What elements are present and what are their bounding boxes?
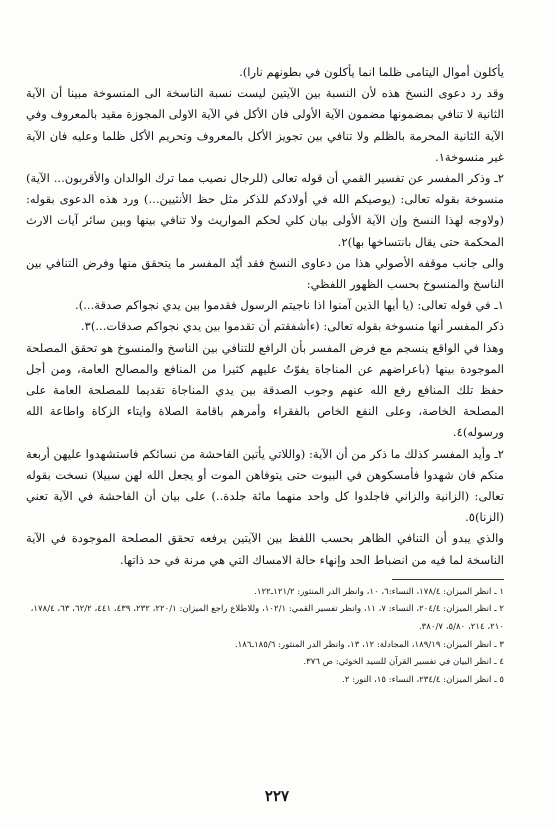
footnote-2: ٢ ـ انظر الميزان: ٢٠٤/٤، النساء: ٧، ١١، وانظر تفسير القمي: ١٠٢/١، وللاطلاع راجع الميزان: ٢٢٠/١، ٢٣٢، ٤٣٩، ٤٤١، ٦٢/٢، ٦٣، ١٧٨/٤، ٢١٠، ٢١٤، ٥/٨٠، ٣٨٠/٧. <box>30 604 504 633</box>
footnote-5: ٥ ـ انظر الميزان: ٢٣٤/٤، النساء: ١٥، النور: ٢. <box>342 674 504 685</box>
page-number: ٢٢٧ <box>264 787 290 805</box>
paragraph-4: والى جانب موقفه الأصولي هذا من دعاوى النسخ فقد أيّد المفسر ما يتحقق منها وفرض التنافي بين الناسخ والمنسوخ بحسب الظهور اللفظي: <box>26 255 504 292</box>
footnotes <box>26 584 504 690</box>
paragraph-7: وهذا في الواقع ينسجم مع فرض المفسر بأن الرافع للتنافي بين الناسخ والمنسوخ هو تحقق المصلحة الموجودة بينها (باعراضهم عن المناجاة يفوّتُ عليهم كثيرا من المنافع والمصالح العامة، ومن أجل حفظ تلك المنافع رفع الله عنهم وجوب الصدقة بين يدي المناجاة تقديما للمصلحة العامة على المصلحة الخاصة، وعلى النفع الخاص بالفقراء وأمرهم باقامة الصلاة وايتاء الزكاة واطاعة الله ورسوله)٤. <box>26 340 504 440</box>
paragraph-1: يأكلون أموال اليتامى ظلما انما يأكلون في بطونهم نارا). <box>239 65 504 79</box>
footnote-divider <box>392 579 504 580</box>
paragraph-3: ٢ـ وذكر المفسر عن تفسير القمي أن قوله تعالى (للرجال نصيب مما ترك الوالدان والأقربون... الآية) منسوخة بقوله تعالى: (يوصيكم الله في أولادكم للذكر مثل حظ الأنثيين...) ورد هذه الدعوى بقوله: (ولاوجه لهذا النسخ وإن الآية الأولى بيان كلي لحكم المواريث ولا تنافي بينها وبين سائر آيات الارث المحكمة حتى يقال بانتساخها بها)٢. <box>26 171 504 249</box>
paragraph-8: ٢ـ وأيد المفسر كذلك ما ذكر من أن الآية: (واللاتي يأتين الفاحشة من نسائكم فاستشهدوا عليهن أربعة منكم فان شهدوا فأمسكوهن في البيوت حتى يتوفاهن الموت أو يجعل الله لهن سبيلا) نسخت بقوله تعالى: (الزانية والزاني فاجلدوا كل واحد منهما مائة جلدة..) على بيان أن الفاحشة في الآية تعني (الزنا)٥. <box>26 446 504 525</box>
paragraph-5: ١ـ في قوله تعالى: (يا أيها الذين آمنوا اذا ناجيتم الرسول فقدموا بين يدي نجواكم صدقة...). <box>75 298 504 313</box>
paragraph-6: ذكر المفسر أنها منسوخة بقوله تعالى: (ءأشفقتم أن تقدموا بين يدي نجواكم صدقات...)٣. <box>80 319 504 334</box>
body-text <box>26 62 504 571</box>
paragraph-9: والذي يبدو أن التنافي الظاهر بحسب اللفظ بين الآيتين يرفعه تحقق المصلحة الموجودة في الآية الناسخة لما فيه من انضباط الحد وإنهاء حالة الامساك التي هي مرنة في حد ذاتها. <box>26 531 504 567</box>
footnote-4: ٤ ـ انظر البيان في تفسير القرآن للسيد الخوئي: ص ٣٧٦. <box>303 657 504 668</box>
paragraph-2: وقد رد دعوى النسخ هذه لأن النسبة بين الآيتين ليست نسبة الناسخة الى المنسوخة مبينا أن الآية الثانية لا تنافي بمضمونها مضمون الآية الأولى فان الأكل في الآية الاولى المجوزة مقيد بالمعروف وفي الآية الثانية المحرمة بالظلم ولا تنافي بين تجويز الأكل بالمعروف وتحريم الأكل ظلما وعليه فان الآية غير منسوخة١. <box>26 86 504 164</box>
footnote-1: ١ ـ انظر الميزان: ١٧٨/٤، النساء:٦، ١٠، وانظر الدر المنثور: ١٢١/٢ـ١٢٢. <box>254 586 504 597</box>
footnote-3: ٣ ـ انظر الميزان: ١٨٩/١٩، المجادلة: ١٢، ١٣، وانظر الدر المنثور: ١٨٥/٦ـ١٨٦. <box>234 639 504 650</box>
